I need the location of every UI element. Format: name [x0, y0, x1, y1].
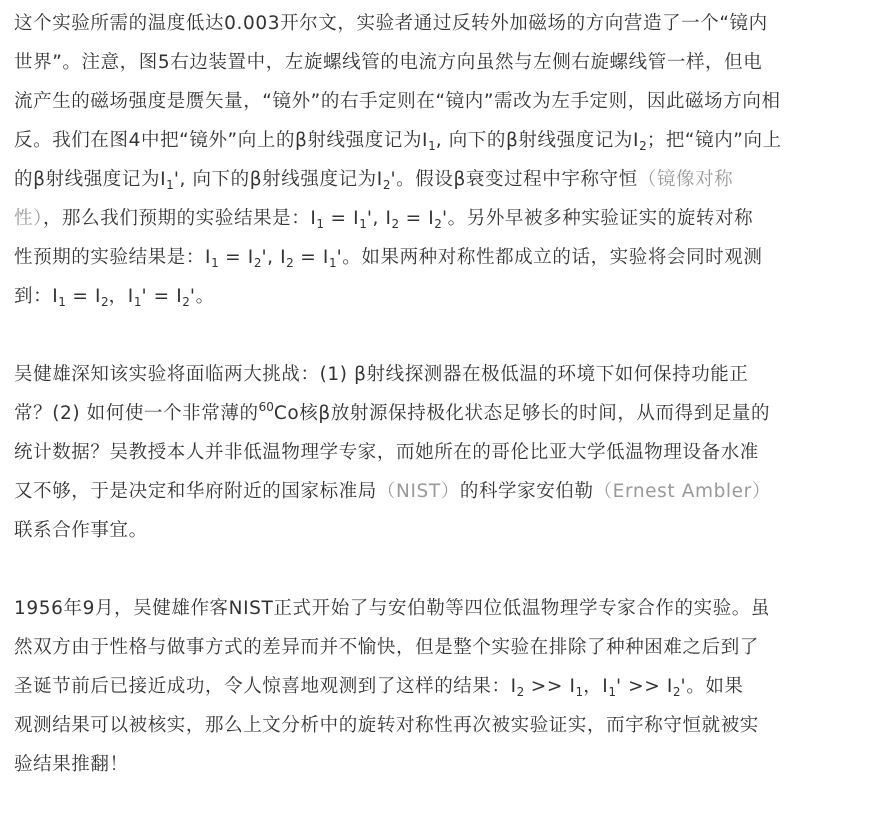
text-segment: 世界”。注意，图5右边装置中，左旋螺线管的电流方向虽然与左侧右旋螺线管一样，但电 — [14, 52, 763, 73]
subscript: 2 — [639, 139, 647, 153]
subscript: 2 — [434, 217, 442, 231]
text-line — [14, 160, 883, 199]
subscript: 2 — [672, 685, 681, 699]
text-segment: '。如果 — [680, 676, 744, 697]
paragraph-3 — [14, 589, 883, 784]
gray-annotation: 性） — [14, 208, 43, 229]
subscript: 1 — [575, 685, 584, 699]
text-line — [14, 121, 883, 160]
text-segment: = I — [399, 208, 435, 229]
text-segment: ' >> I — [615, 676, 673, 697]
subscript: 1 — [133, 295, 142, 309]
text-segment: >> I — [524, 676, 576, 697]
text-segment: 常？(2) 如何使一个非常薄的 — [14, 403, 259, 424]
gray-annotation: （Ernest Ambler） — [593, 481, 771, 502]
text-segment: ，那么我们预期的实验结果是：I — [42, 208, 317, 229]
subscript: 1 — [166, 178, 174, 192]
subscript: 2 — [253, 256, 262, 270]
text-segment: 观测结果可以被核实，那么上文分析中的旋转对称性再次被实验证实，而宇称守恒就被实 — [14, 715, 759, 736]
text-line — [14, 199, 883, 238]
paragraph-spacer — [14, 316, 883, 355]
text-line — [14, 667, 883, 706]
text-segment: ', I — [261, 247, 287, 268]
text-segment: ，I — [108, 286, 134, 307]
text-segment: ', I — [366, 208, 392, 229]
text-segment: 然双方由于性格与做事方式的差异而并不愉快，但是整个实验在排除了种种困难之后到了 — [14, 637, 759, 658]
paragraph-2 — [14, 355, 883, 550]
text-segment: '。假设β衰变过程中宇称守恒 — [390, 169, 638, 190]
text-segment: '。 — [189, 286, 215, 307]
text-line — [14, 511, 883, 550]
text-segment: Co核β放射源保持极化状态足够长的时间，从而得到足量的 — [273, 403, 771, 424]
text-line — [14, 433, 883, 472]
text-segment: 的β射线强度记为I — [14, 169, 167, 190]
text-segment: , 向下的β射线强度记为I — [435, 130, 640, 151]
gray-annotation: （镜像对称 — [637, 169, 734, 190]
text-line — [14, 277, 883, 316]
subscript: 2 — [382, 178, 391, 192]
text-segment: ；把“镜内”向上 — [646, 130, 782, 151]
text-line — [14, 706, 883, 745]
text-segment: 反。我们在图4中把“镜外”向上的β射线强度记为I — [14, 130, 429, 151]
text-segment: ' = I — [141, 286, 183, 307]
subscript: 1 — [58, 295, 66, 309]
text-segment: ', 向下的β射线强度记为I — [173, 169, 383, 190]
text-segment: '。如果两种对称性都成立的话，实验将会同时观测 — [336, 247, 763, 268]
subscript: 1 — [428, 139, 436, 153]
text-segment: = I — [65, 286, 102, 307]
text-segment: 到：I — [14, 286, 59, 307]
text-line — [14, 472, 883, 511]
subscript: 1 — [211, 256, 219, 270]
text-segment: 吴健雄深知该实验将面临两大挑战：(1) β射线探测器在极低温的环境下如何保持功能正 — [14, 364, 749, 385]
subscript: 2 — [286, 256, 294, 270]
text-line — [14, 43, 883, 82]
text-segment: = I — [324, 208, 360, 229]
text-line — [14, 82, 883, 121]
text-segment: = I — [293, 247, 329, 268]
text-segment: 圣诞节前后已接近成功，令人惊喜地观测到了这样的结果：I — [14, 676, 517, 697]
text-segment: 统计数据？吴教授本人并非低温物理学专家，而她所在的哥伦比亚大学低温物理设备水准 — [14, 442, 759, 463]
text-segment: ，I — [583, 676, 609, 697]
subscript: 1 — [608, 685, 616, 699]
subscript: 2 — [101, 295, 109, 309]
text-line — [14, 589, 883, 628]
subscript: 1 — [328, 256, 337, 270]
text-line — [14, 394, 883, 433]
text-segment: '。另外早被多种实验证实的旋转对称 — [441, 208, 754, 229]
text-line — [14, 355, 883, 394]
text-segment: = I — [218, 247, 254, 268]
text-segment: 验结果推翻！ — [14, 754, 129, 775]
text-segment: 这个实验所需的温度低达0.003开尔文，实验者通过反转外加磁场的方向营造了一个“镜内 — [14, 13, 768, 34]
text-line — [14, 628, 883, 667]
article-content — [14, 4, 883, 784]
gray-annotation: （NIST） — [376, 481, 460, 502]
text-segment: 联系合作事宜。 — [14, 520, 148, 541]
text-line — [14, 238, 883, 277]
text-line — [14, 745, 883, 784]
subscript: 1 — [316, 217, 325, 231]
superscript: 60 — [258, 400, 274, 414]
subscript: 2 — [516, 685, 525, 699]
text-segment: 又不够，于是决定和华府附近的国家标准局 — [14, 481, 377, 502]
text-segment: 1956年9月，吴健雄作客NIST正式开始了与安伯勒等四位低温物理学专家合作的实验。虽 — [14, 598, 770, 619]
text-segment: 的科学家安伯勒 — [459, 481, 594, 502]
subscript: 1 — [359, 217, 367, 231]
text-line — [14, 4, 883, 43]
paragraph-1 — [14, 4, 883, 316]
text-segment: 流产生的磁场强度是赝矢量，“镜外”的右手定则在“镜内”需改为左手定则，因此磁场方向相 — [14, 91, 781, 112]
text-segment: 性预期的实验结果是：I — [14, 247, 212, 268]
subscript: 2 — [182, 295, 190, 309]
paragraph-spacer — [14, 550, 883, 589]
subscript: 2 — [391, 217, 400, 231]
